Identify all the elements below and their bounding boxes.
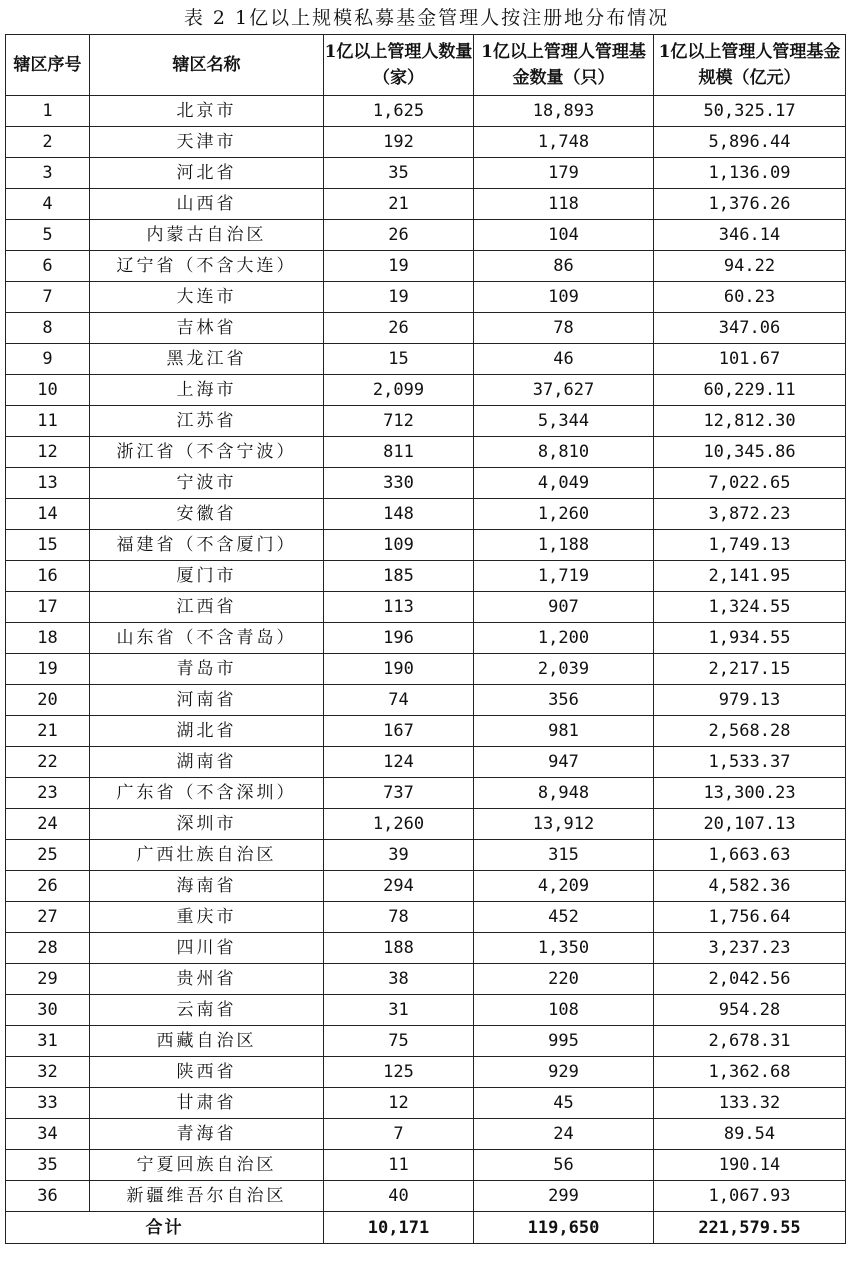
table-row: [6, 623, 846, 654]
fund-count-cell: 18,893: [474, 96, 654, 127]
table-row: [6, 716, 846, 747]
table-row: [6, 778, 846, 809]
fund-scale-cell: 1,749.13: [654, 530, 846, 561]
fund-count-cell: 452: [474, 902, 654, 933]
table-row: [6, 313, 846, 344]
manager-count-cell: 190: [324, 654, 474, 685]
fund-scale-cell: 3,237.23: [654, 933, 846, 964]
manager-count-cell: 19: [324, 251, 474, 282]
table-row: [6, 437, 846, 468]
manager-count-cell: 26: [324, 313, 474, 344]
table-row: [6, 995, 846, 1026]
region-name-cell: 重庆市: [90, 902, 324, 933]
fund-scale-cell: 1,136.09: [654, 158, 846, 189]
fund-scale-cell: 2,678.31: [654, 1026, 846, 1057]
manager-count-cell: 7: [324, 1119, 474, 1150]
region-no-cell: 32: [6, 1057, 90, 1088]
total-funds: 119,650: [474, 1212, 654, 1244]
region-no-cell: 18: [6, 623, 90, 654]
region-no-cell: 30: [6, 995, 90, 1026]
fund-scale-cell: 1,376.26: [654, 189, 846, 220]
fund-count-cell: 2,039: [474, 654, 654, 685]
region-no-cell: 22: [6, 747, 90, 778]
region-name-cell: 陕西省: [90, 1057, 324, 1088]
fund-scale-cell: 133.32: [654, 1088, 846, 1119]
manager-count-cell: 78: [324, 902, 474, 933]
region-no-cell: 26: [6, 871, 90, 902]
fund-scale-cell: 979.13: [654, 685, 846, 716]
manager-count-cell: 196: [324, 623, 474, 654]
manager-count-cell: 167: [324, 716, 474, 747]
manager-count-cell: 15: [324, 344, 474, 375]
table-row: [6, 530, 846, 561]
table-row: [6, 964, 846, 995]
fund-count-cell: 118: [474, 189, 654, 220]
region-name-cell: 北京市: [90, 96, 324, 127]
region-name-cell: 厦门市: [90, 561, 324, 592]
distribution-table: [5, 34, 846, 1244]
fund-scale-cell: 1,362.68: [654, 1057, 846, 1088]
manager-count-cell: 185: [324, 561, 474, 592]
fund-scale-cell: 60,229.11: [654, 375, 846, 406]
fund-scale-cell: 12,812.30: [654, 406, 846, 437]
table-row: [6, 344, 846, 375]
region-no-cell: 8: [6, 313, 90, 344]
total-label: 合计: [6, 1212, 324, 1244]
region-name-cell: 甘肃省: [90, 1088, 324, 1119]
manager-count-cell: 39: [324, 840, 474, 871]
region-no-cell: 13: [6, 468, 90, 499]
manager-count-cell: 26: [324, 220, 474, 251]
fund-count-cell: 24: [474, 1119, 654, 1150]
region-no-cell: 19: [6, 654, 90, 685]
fund-count-cell: 315: [474, 840, 654, 871]
fund-count-cell: 37,627: [474, 375, 654, 406]
region-no-cell: 17: [6, 592, 90, 623]
table-footer: [6, 1212, 846, 1244]
total-row: [6, 1212, 846, 1244]
table-row: [6, 406, 846, 437]
fund-count-cell: 1,200: [474, 623, 654, 654]
region-name-cell: 江苏省: [90, 406, 324, 437]
table-row: [6, 189, 846, 220]
region-name-cell: 河北省: [90, 158, 324, 189]
fund-scale-cell: 7,022.65: [654, 468, 846, 499]
region-name-cell: 黑龙江省: [90, 344, 324, 375]
fund-count-cell: 1,260: [474, 499, 654, 530]
fund-scale-cell: 190.14: [654, 1150, 846, 1181]
manager-count-cell: 1,260: [324, 809, 474, 840]
region-name-cell: 福建省（不含厦门）: [90, 530, 324, 561]
table-row: [6, 282, 846, 313]
fund-scale-cell: 89.54: [654, 1119, 846, 1150]
header-row: [6, 35, 846, 96]
manager-count-cell: 1,625: [324, 96, 474, 127]
region-name-cell: 海南省: [90, 871, 324, 902]
manager-count-cell: 31: [324, 995, 474, 1026]
table-header: [6, 35, 846, 96]
region-no-cell: 21: [6, 716, 90, 747]
fund-scale-cell: 1,934.55: [654, 623, 846, 654]
fund-scale-cell: 2,568.28: [654, 716, 846, 747]
fund-scale-cell: 1,324.55: [654, 592, 846, 623]
table-row: [6, 654, 846, 685]
manager-count-cell: 12: [324, 1088, 474, 1119]
region-no-cell: 28: [6, 933, 90, 964]
manager-count-cell: 113: [324, 592, 474, 623]
region-name-cell: 新疆维吾尔自治区: [90, 1181, 324, 1212]
fund-count-cell: 108: [474, 995, 654, 1026]
manager-count-cell: 19: [324, 282, 474, 313]
region-name-cell: 云南省: [90, 995, 324, 1026]
table-row: [6, 1088, 846, 1119]
fund-count-cell: 947: [474, 747, 654, 778]
region-name-cell: 四川省: [90, 933, 324, 964]
manager-count-cell: 811: [324, 437, 474, 468]
fund-scale-cell: 13,300.23: [654, 778, 846, 809]
fund-count-cell: 56: [474, 1150, 654, 1181]
manager-count-cell: 2,099: [324, 375, 474, 406]
header-fund-count: 1亿以上管理人管理基金数量（只）: [474, 35, 654, 96]
fund-scale-cell: 1,533.37: [654, 747, 846, 778]
header-region-no: 辖区序号: [6, 35, 90, 96]
fund-count-cell: 1,748: [474, 127, 654, 158]
fund-count-cell: 45: [474, 1088, 654, 1119]
header-fund-scale: 1亿以上管理人管理基金规模（亿元）: [654, 35, 846, 96]
manager-count-cell: 21: [324, 189, 474, 220]
region-no-cell: 7: [6, 282, 90, 313]
table-title: 表 2 1亿以上规模私募基金管理人按注册地分布情况: [183, 7, 670, 29]
fund-scale-cell: 60.23: [654, 282, 846, 313]
table-row: [6, 499, 846, 530]
fund-scale-cell: 5,896.44: [654, 127, 846, 158]
fund-scale-cell: 2,141.95: [654, 561, 846, 592]
header-manager-count: 1亿以上管理人数量（家）: [324, 35, 474, 96]
fund-count-cell: 220: [474, 964, 654, 995]
region-no-cell: 5: [6, 220, 90, 251]
manager-count-cell: 188: [324, 933, 474, 964]
fund-count-cell: 46: [474, 344, 654, 375]
fund-scale-cell: 347.06: [654, 313, 846, 344]
manager-count-cell: 124: [324, 747, 474, 778]
region-name-cell: 江西省: [90, 592, 324, 623]
manager-count-cell: 125: [324, 1057, 474, 1088]
fund-scale-cell: 101.67: [654, 344, 846, 375]
fund-count-cell: 1,719: [474, 561, 654, 592]
fund-scale-cell: 2,042.56: [654, 964, 846, 995]
region-no-cell: 1: [6, 96, 90, 127]
table-row: [6, 468, 846, 499]
fund-count-cell: 929: [474, 1057, 654, 1088]
region-no-cell: 29: [6, 964, 90, 995]
fund-count-cell: 1,350: [474, 933, 654, 964]
fund-scale-cell: 50,325.17: [654, 96, 846, 127]
fund-scale-cell: 3,872.23: [654, 499, 846, 530]
region-name-cell: 宁夏回族自治区: [90, 1150, 324, 1181]
region-no-cell: 25: [6, 840, 90, 871]
table-row: [6, 127, 846, 158]
table-row: [6, 220, 846, 251]
region-no-cell: 10: [6, 375, 90, 406]
fund-scale-cell: 10,345.86: [654, 437, 846, 468]
region-no-cell: 15: [6, 530, 90, 561]
region-no-cell: 9: [6, 344, 90, 375]
region-name-cell: 河南省: [90, 685, 324, 716]
region-name-cell: 吉林省: [90, 313, 324, 344]
region-name-cell: 浙江省（不含宁波）: [90, 437, 324, 468]
region-no-cell: 23: [6, 778, 90, 809]
region-no-cell: 6: [6, 251, 90, 282]
region-no-cell: 20: [6, 685, 90, 716]
region-name-cell: 上海市: [90, 375, 324, 406]
region-name-cell: 广西壮族自治区: [90, 840, 324, 871]
fund-count-cell: 179: [474, 158, 654, 189]
table-row: [6, 1119, 846, 1150]
manager-count-cell: 737: [324, 778, 474, 809]
table-row: [6, 902, 846, 933]
fund-count-cell: 104: [474, 220, 654, 251]
fund-count-cell: 86: [474, 251, 654, 282]
manager-count-cell: 109: [324, 530, 474, 561]
region-name-cell: 湖南省: [90, 747, 324, 778]
region-no-cell: 24: [6, 809, 90, 840]
region-name-cell: 天津市: [90, 127, 324, 158]
table-row: [6, 1057, 846, 1088]
fund-scale-cell: 94.22: [654, 251, 846, 282]
region-no-cell: 2: [6, 127, 90, 158]
region-no-cell: 12: [6, 437, 90, 468]
region-name-cell: 西藏自治区: [90, 1026, 324, 1057]
manager-count-cell: 294: [324, 871, 474, 902]
manager-count-cell: 40: [324, 1181, 474, 1212]
table-row: [6, 158, 846, 189]
manager-count-cell: 148: [324, 499, 474, 530]
fund-scale-cell: 20,107.13: [654, 809, 846, 840]
fund-count-cell: 4,049: [474, 468, 654, 499]
table-row: [6, 871, 846, 902]
manager-count-cell: 38: [324, 964, 474, 995]
fund-count-cell: 356: [474, 685, 654, 716]
fund-scale-cell: 4,582.36: [654, 871, 846, 902]
region-no-cell: 3: [6, 158, 90, 189]
fund-count-cell: 907: [474, 592, 654, 623]
manager-count-cell: 74: [324, 685, 474, 716]
region-no-cell: 14: [6, 499, 90, 530]
fund-scale-cell: 1,756.64: [654, 902, 846, 933]
table-row: [6, 747, 846, 778]
table-body: [6, 96, 846, 1212]
region-name-cell: 宁波市: [90, 468, 324, 499]
manager-count-cell: 712: [324, 406, 474, 437]
table-row: [6, 375, 846, 406]
manager-count-cell: 192: [324, 127, 474, 158]
fund-count-cell: 4,209: [474, 871, 654, 902]
table-row: [6, 1181, 846, 1212]
region-no-cell: 33: [6, 1088, 90, 1119]
region-name-cell: 内蒙古自治区: [90, 220, 324, 251]
total-scale: 221,579.55: [654, 1212, 846, 1244]
table-row: [6, 561, 846, 592]
fund-count-cell: 13,912: [474, 809, 654, 840]
region-no-cell: 27: [6, 902, 90, 933]
region-name-cell: 大连市: [90, 282, 324, 313]
region-name-cell: 青海省: [90, 1119, 324, 1150]
fund-scale-cell: 1,663.63: [654, 840, 846, 871]
fund-scale-cell: 2,217.15: [654, 654, 846, 685]
table-row: [6, 96, 846, 127]
table-row: [6, 1026, 846, 1057]
region-name-cell: 贵州省: [90, 964, 324, 995]
region-no-cell: 4: [6, 189, 90, 220]
fund-count-cell: 8,948: [474, 778, 654, 809]
fund-count-cell: 995: [474, 1026, 654, 1057]
region-no-cell: 31: [6, 1026, 90, 1057]
region-name-cell: 山东省（不含青岛）: [90, 623, 324, 654]
region-name-cell: 深圳市: [90, 809, 324, 840]
region-name-cell: 青岛市: [90, 654, 324, 685]
fund-scale-cell: 346.14: [654, 220, 846, 251]
table-row: [6, 685, 846, 716]
fund-count-cell: 78: [474, 313, 654, 344]
manager-count-cell: 75: [324, 1026, 474, 1057]
region-no-cell: 34: [6, 1119, 90, 1150]
region-name-cell: 辽宁省（不含大连）: [90, 251, 324, 282]
fund-count-cell: 299: [474, 1181, 654, 1212]
table-row: [6, 840, 846, 871]
fund-count-cell: 8,810: [474, 437, 654, 468]
region-name-cell: 山西省: [90, 189, 324, 220]
fund-count-cell: 1,188: [474, 530, 654, 561]
fund-scale-cell: 1,067.93: [654, 1181, 846, 1212]
manager-count-cell: 35: [324, 158, 474, 189]
total-managers: 10,171: [324, 1212, 474, 1244]
header-region-name: 辖区名称: [90, 35, 324, 96]
fund-scale-cell: 954.28: [654, 995, 846, 1026]
region-no-cell: 35: [6, 1150, 90, 1181]
table-row: [6, 809, 846, 840]
fund-count-cell: 981: [474, 716, 654, 747]
fund-count-cell: 109: [474, 282, 654, 313]
table-row: [6, 251, 846, 282]
table-row: [6, 592, 846, 623]
manager-count-cell: 330: [324, 468, 474, 499]
region-no-cell: 36: [6, 1181, 90, 1212]
region-name-cell: 安徽省: [90, 499, 324, 530]
table-row: [6, 1150, 846, 1181]
fund-count-cell: 5,344: [474, 406, 654, 437]
region-name-cell: 广东省（不含深圳）: [90, 778, 324, 809]
manager-count-cell: 11: [324, 1150, 474, 1181]
table-row: [6, 933, 846, 964]
region-name-cell: 湖北省: [90, 716, 324, 747]
region-no-cell: 11: [6, 406, 90, 437]
region-no-cell: 16: [6, 561, 90, 592]
